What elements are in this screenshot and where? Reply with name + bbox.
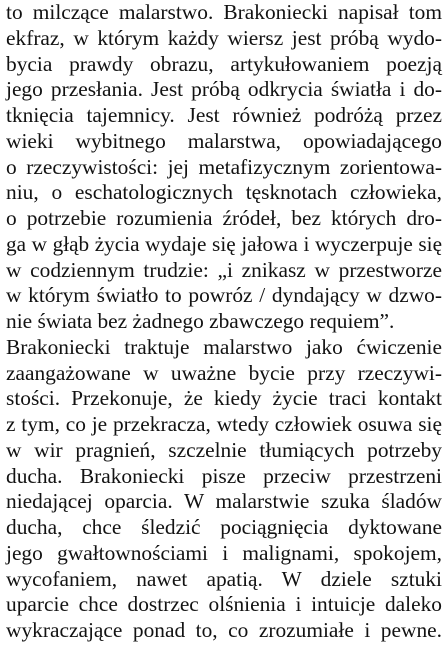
text-line: ekfraz, w którym każdy wiersz jest próbą wydo- <box>6 25 442 50</box>
text-line: w wir pragnień, szczelnie tłumiących potrzeby <box>6 437 442 462</box>
text-line: zaangażowane w uważne bycie przy rzeczywi- <box>6 360 442 385</box>
text-line: wieki wybitnego malarstwa, opowiadającego <box>6 128 442 153</box>
text-line: bycia prawdy obrazu, artykułowaniem poezją <box>6 51 442 76</box>
text-line: z tym, co je przekracza, wtedy człowiek osuwa się <box>6 412 442 436</box>
body-text <box>6 0 442 644</box>
text-line: nie świata bez żadnego zbawczego requiem”. <box>6 309 395 333</box>
text-line: o potrzebie rozumienia źródeł, bez których dro- <box>6 206 442 230</box>
text-line: Brakoniecki traktuje malarstwo jako ćwiczenie <box>6 334 442 359</box>
text-line: niu, o eschatologicznych tęsknotach człowieka, <box>6 180 442 205</box>
text-line: to milczące malarstwo. Brakoniecki napisał tom <box>6 0 442 24</box>
text-line: ducha. Brakoniecki pisze przeciw przestrzeni <box>6 463 442 488</box>
text-line: w codziennym trudzie: „i znikasz w przestworze <box>6 257 442 282</box>
text-line: ducha, chce śledzić pociągnięcia dyktowane <box>6 515 442 539</box>
text-line: ga w głąb życia wydaje się jałowa i wyczerpuje się <box>6 231 442 256</box>
text-line: tknięcia tajemnicy. Jest również podróżą przez <box>6 103 442 127</box>
text-line: jego przesłania. Jest próbą odkrycia światła i do- <box>6 77 442 102</box>
text-line: wycofaniem, nawet apatią. W dziele sztuki <box>6 566 442 591</box>
text-line: jego gwałtownościami i malignami, spokojem, <box>6 540 442 565</box>
text-line: uparcie chce dostrzec olśnienia i intuicje daleko <box>6 592 442 617</box>
text-line: w którym światło to powróz / dyndający w dzwo- <box>6 283 442 308</box>
text-line: o rzeczywistości: jej metafizycznym zorientowa- <box>6 154 442 179</box>
text-line: niedającej oparcia. W malarstwie szuka śladów <box>6 489 442 514</box>
text-line: stości. Przekonuje, że kiedy życie traci kontakt <box>6 386 442 411</box>
text-line: wykraczające ponad to, co zrozumiałe i pewne. <box>6 618 442 642</box>
